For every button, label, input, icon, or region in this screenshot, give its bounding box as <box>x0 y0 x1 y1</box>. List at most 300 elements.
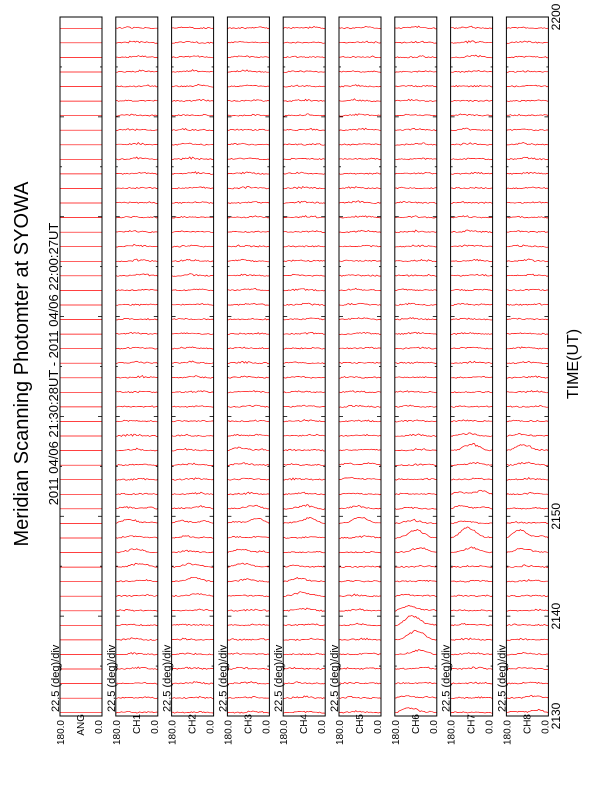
trace-line <box>116 653 158 655</box>
trace-line <box>172 520 214 523</box>
trace-line <box>451 712 493 714</box>
trace-line <box>395 362 437 364</box>
trace-line <box>283 85 325 87</box>
trace-line <box>339 696 381 698</box>
trace-line <box>451 304 493 306</box>
trace-line <box>283 638 325 640</box>
trace-line <box>339 420 381 422</box>
trace-line <box>227 288 269 290</box>
trace-line <box>451 85 493 87</box>
trace-line <box>395 493 437 495</box>
trace-line <box>227 172 269 174</box>
trace-line <box>283 682 325 684</box>
trace-line <box>116 85 158 87</box>
trace-line <box>172 84 214 87</box>
trace-line <box>283 711 325 713</box>
trace-line <box>451 318 493 320</box>
trace-line <box>506 668 548 670</box>
trace-line <box>451 547 493 553</box>
panel-traces <box>451 26 493 713</box>
trace-line <box>283 505 325 510</box>
trace-line <box>283 405 325 407</box>
panel-label: CH4 <box>299 714 311 735</box>
panel-label: CH3 <box>243 714 255 735</box>
x-tick-label: 2150 <box>549 502 563 530</box>
trace-line <box>395 41 437 43</box>
trace-line <box>395 420 437 422</box>
trace-line <box>451 347 493 349</box>
panel-label: ANG <box>76 714 87 736</box>
y-tick-bottom: 0.0 <box>94 720 105 734</box>
panel-label: CH1 <box>131 714 143 735</box>
trace-line <box>506 522 548 524</box>
trace-line <box>116 289 158 290</box>
panel-frame <box>506 17 548 716</box>
trace-line <box>451 202 493 204</box>
trace-line <box>339 158 381 160</box>
trace-line <box>339 230 381 232</box>
trace-line <box>395 332 437 334</box>
trace-line <box>172 42 214 44</box>
trace-line <box>227 478 269 480</box>
trace-line <box>172 143 214 145</box>
trace-line <box>283 71 325 73</box>
trace-line <box>116 70 158 72</box>
trace-line <box>395 274 437 276</box>
trace-line <box>227 231 269 232</box>
trace-line <box>339 566 381 568</box>
trace-line <box>395 580 437 582</box>
trace-line <box>395 650 437 655</box>
trace-line <box>339 405 381 407</box>
trace-line <box>172 420 214 422</box>
trace-line <box>227 682 269 685</box>
trace-line <box>339 71 381 73</box>
trace-line <box>227 187 269 189</box>
trace-line <box>283 246 325 248</box>
trace-line <box>283 624 325 626</box>
y-tick-bottom: 0.0 <box>540 720 552 734</box>
trace-line <box>227 492 269 495</box>
trace-line <box>227 100 269 102</box>
trace-line <box>172 187 214 189</box>
trace-line <box>227 391 269 393</box>
y-tick-top: 180.0 <box>502 720 514 746</box>
trace-line <box>451 158 493 160</box>
trace-line <box>227 303 269 305</box>
trace-line <box>283 158 325 159</box>
trace-line <box>227 114 269 116</box>
y-tick-bottom: 0.0 <box>149 720 161 734</box>
trace-line <box>395 616 437 626</box>
trace-line <box>395 708 437 713</box>
trace-line <box>506 652 548 655</box>
trace-line <box>283 172 325 174</box>
trace-line <box>451 653 493 656</box>
trace-line <box>172 609 214 611</box>
trace-line <box>506 709 548 713</box>
trace-line <box>506 507 548 509</box>
y-tick-top: 180.0 <box>223 720 235 746</box>
panel-ch2 <box>162 17 217 745</box>
trace-line <box>506 347 548 349</box>
trace-line <box>506 71 548 73</box>
trace-line <box>451 444 493 451</box>
trace-line <box>172 492 214 495</box>
trace-line <box>395 318 437 320</box>
trace-line <box>227 56 269 58</box>
trace-line <box>395 260 437 262</box>
trace-line <box>339 114 381 116</box>
trace-line <box>395 529 437 538</box>
trace-line <box>506 187 548 189</box>
trace-line <box>283 592 325 597</box>
trace-line <box>395 158 437 160</box>
trace-line <box>227 259 269 262</box>
trace-line <box>116 536 158 539</box>
trace-line <box>172 216 214 218</box>
trace-line <box>116 114 158 116</box>
trace-line <box>116 157 158 160</box>
trace-line <box>172 318 214 320</box>
trace-line <box>506 624 548 626</box>
trace-line <box>283 696 325 699</box>
trace-line <box>172 667 214 669</box>
trace-line <box>172 449 214 452</box>
trace-line <box>116 27 158 29</box>
trace-line <box>227 245 269 247</box>
trace-line <box>116 595 158 597</box>
y-tick-top: 180.0 <box>56 720 67 746</box>
trace-line <box>227 518 269 524</box>
trace-line <box>116 420 158 422</box>
panel-ch8 <box>496 17 551 745</box>
trace-line <box>451 682 493 684</box>
trace-line <box>172 376 214 379</box>
trace-line <box>339 711 381 714</box>
panel-traces <box>60 28 102 712</box>
trace-line <box>395 347 437 349</box>
trace-line <box>116 332 158 334</box>
trace-line <box>339 391 381 393</box>
trace-line <box>339 41 381 43</box>
trace-line <box>506 41 548 43</box>
trace-line <box>227 376 269 378</box>
trace-line <box>339 288 381 290</box>
trace-line <box>339 434 381 436</box>
panel-label: CH5 <box>355 714 366 735</box>
trace-line <box>339 682 381 684</box>
trace-line <box>172 129 214 131</box>
trace-line <box>395 230 437 233</box>
y-tick-bottom: 0.0 <box>428 720 440 734</box>
panel-ch4 <box>273 17 328 745</box>
trace-line <box>395 71 437 73</box>
trace-line <box>172 577 214 582</box>
y-tick-top: 180.0 <box>390 720 402 746</box>
y-tick-bottom: 0.0 <box>205 720 217 734</box>
trace-line <box>339 463 381 466</box>
trace-line <box>395 519 437 524</box>
trace-line <box>116 347 158 349</box>
trace-line <box>506 100 548 102</box>
trace-line <box>339 347 381 349</box>
trace-line <box>283 144 325 146</box>
trace-line <box>172 711 214 713</box>
trace-line <box>172 478 214 480</box>
trace-line <box>283 391 325 393</box>
trace-line <box>339 653 381 655</box>
trace-line <box>172 653 214 655</box>
trace-line <box>283 114 325 116</box>
trace-line <box>172 70 214 73</box>
trace-line <box>116 244 158 247</box>
trace-line <box>339 318 381 320</box>
scale-label: 22.5 (deg)/div <box>440 644 453 712</box>
trace-line <box>451 490 493 495</box>
trace-line <box>283 274 325 276</box>
trace-line <box>283 608 325 611</box>
trace-line <box>451 566 493 568</box>
x-axis-ticks <box>549 3 563 729</box>
trace-line <box>283 187 325 189</box>
trace-line <box>395 85 437 87</box>
y-tick-bottom: 0.0 <box>317 720 329 734</box>
trace-line <box>339 187 381 189</box>
trace-line <box>116 129 158 131</box>
x-tick-label: 2200 <box>549 3 563 31</box>
y-tick-bottom: 0.0 <box>484 720 496 734</box>
trace-line <box>506 289 548 291</box>
trace-line <box>395 605 437 611</box>
trace-line <box>395 449 437 451</box>
trace-line <box>172 56 214 58</box>
trace-line <box>506 638 548 640</box>
trace-line <box>172 463 214 466</box>
panel-traces <box>172 27 214 713</box>
trace-line <box>172 696 214 698</box>
trace-line <box>172 114 214 116</box>
trace-line <box>283 128 325 130</box>
trace-line <box>116 683 158 685</box>
trace-line <box>339 517 381 523</box>
trace-line <box>283 377 325 379</box>
y-tick-top: 180.0 <box>446 720 458 746</box>
trace-line <box>227 405 269 407</box>
trace-line <box>283 478 325 480</box>
trace-line <box>506 530 548 539</box>
trace-line <box>116 712 158 714</box>
trace-line <box>116 507 158 510</box>
trace-line <box>395 594 437 597</box>
trace-line <box>506 682 548 684</box>
trace-line <box>227 202 269 204</box>
trace-line <box>395 187 437 189</box>
trace-line <box>339 216 381 218</box>
trace-line <box>395 696 437 698</box>
scale-label: 22.5 (deg)/div <box>50 644 62 712</box>
trace-line <box>395 548 437 553</box>
trace-line <box>506 157 548 160</box>
trace-line <box>451 505 493 509</box>
trace-line <box>283 551 325 552</box>
trace-line <box>172 563 214 567</box>
trace-line <box>116 361 158 364</box>
panel-frame <box>172 17 214 716</box>
trace-line <box>506 433 548 436</box>
panel-label: CH6 <box>410 714 422 735</box>
trace-line <box>451 433 493 437</box>
trace-line <box>451 638 493 640</box>
trace-line <box>116 173 158 175</box>
x-tick-label: 2130 <box>549 702 563 730</box>
trace-line <box>506 405 548 407</box>
trace-line <box>227 27 269 29</box>
trace-line <box>395 667 437 669</box>
trace-line <box>116 464 158 466</box>
trace-line <box>506 478 548 481</box>
trace-line <box>283 464 325 466</box>
trace-line <box>506 565 548 568</box>
trace-line <box>451 143 493 145</box>
trace-line <box>339 303 381 305</box>
trace-line <box>283 201 325 203</box>
trace-line <box>506 361 548 363</box>
trace-line <box>451 114 493 116</box>
trace-line <box>227 158 269 160</box>
trace-line <box>451 377 493 379</box>
panel-ch3 <box>217 17 272 745</box>
panel-traces <box>339 27 381 714</box>
trace-line <box>451 333 493 335</box>
y-tick-top: 180.0 <box>335 720 346 746</box>
trace-line <box>395 405 437 407</box>
trace-line <box>283 99 325 101</box>
trace-line <box>283 653 325 655</box>
trace-line <box>506 548 548 553</box>
trace-line <box>339 477 381 480</box>
x-tick-label: 2140 <box>549 602 563 630</box>
trace-line <box>339 594 381 597</box>
trace-line <box>339 609 381 611</box>
panel-ch5 <box>329 17 384 745</box>
scale-label: 22.5 (deg)/div <box>329 644 341 712</box>
trace-line <box>451 521 493 524</box>
trace-line <box>116 100 158 101</box>
trace-line <box>116 478 158 480</box>
trace-line <box>395 434 437 437</box>
trace-line <box>395 630 437 640</box>
trace-line <box>451 361 493 363</box>
panel-traces <box>227 27 269 713</box>
trace-line <box>227 333 269 335</box>
trace-line <box>116 448 158 451</box>
trace-line <box>451 172 493 174</box>
trace-line <box>506 695 548 698</box>
panel-ch1 <box>106 17 161 745</box>
trace-line <box>339 493 381 495</box>
trace-line <box>451 55 493 58</box>
trace-line <box>283 289 325 291</box>
trace-line <box>227 667 269 669</box>
trace-line <box>116 274 158 276</box>
trace-line <box>116 563 158 567</box>
trace-line <box>172 274 214 277</box>
panel-traces <box>506 27 548 713</box>
trace-line <box>172 231 214 233</box>
panel-frame <box>339 17 381 716</box>
trace-line <box>451 41 493 44</box>
trace-line <box>172 638 214 640</box>
trace-line <box>451 70 493 72</box>
trace-line <box>506 376 548 378</box>
trace-line <box>395 143 437 145</box>
trace-line <box>451 667 493 670</box>
trace-line <box>339 27 381 29</box>
trace-line <box>506 391 548 393</box>
trace-line <box>506 27 548 29</box>
trace-line <box>283 492 325 495</box>
scale-label: 22.5 (deg)/div <box>496 644 509 712</box>
trace-line <box>227 274 269 276</box>
trace-line <box>227 347 269 349</box>
trace-line <box>506 56 548 58</box>
trace-line <box>172 347 214 349</box>
trace-line <box>451 697 493 699</box>
panel-label: CH8 <box>522 714 534 735</box>
scale-label: 22.5 (deg)/div <box>273 644 286 712</box>
panel-ch7 <box>441 17 496 745</box>
trace-line <box>395 129 437 131</box>
trace-line <box>395 202 437 204</box>
trace-line <box>116 56 158 58</box>
y-tick-top: 180.0 <box>279 720 291 746</box>
trace-line <box>506 172 548 174</box>
trace-line <box>116 187 158 189</box>
trace-line <box>506 245 548 247</box>
trace-line <box>116 406 158 407</box>
trace-line <box>451 187 493 189</box>
trace-line <box>506 114 548 116</box>
trace-line <box>395 289 437 291</box>
trace-line <box>506 420 548 422</box>
trace-line <box>339 245 381 247</box>
trace-line <box>506 595 548 597</box>
y-tick-top: 180.0 <box>111 720 123 746</box>
trace-line <box>339 449 381 451</box>
trace-line <box>451 230 493 233</box>
trace-line <box>227 536 269 538</box>
trace-line <box>506 216 548 218</box>
trace-line <box>227 653 269 655</box>
trace-line <box>116 231 158 233</box>
trace-line <box>172 99 214 101</box>
trace-line <box>116 549 158 553</box>
trace-line <box>116 41 158 43</box>
trace-line <box>172 624 214 626</box>
trace-line <box>506 129 548 131</box>
trace-line <box>283 565 325 567</box>
trace-line <box>283 537 325 539</box>
trace-line <box>395 216 437 218</box>
y-tick-bottom: 0.0 <box>261 720 273 734</box>
trace-line <box>339 144 381 146</box>
trace-line <box>339 638 381 640</box>
trace-line <box>116 434 158 436</box>
trace-line <box>339 623 381 626</box>
trace-line <box>451 420 493 422</box>
trace-line <box>227 42 269 44</box>
